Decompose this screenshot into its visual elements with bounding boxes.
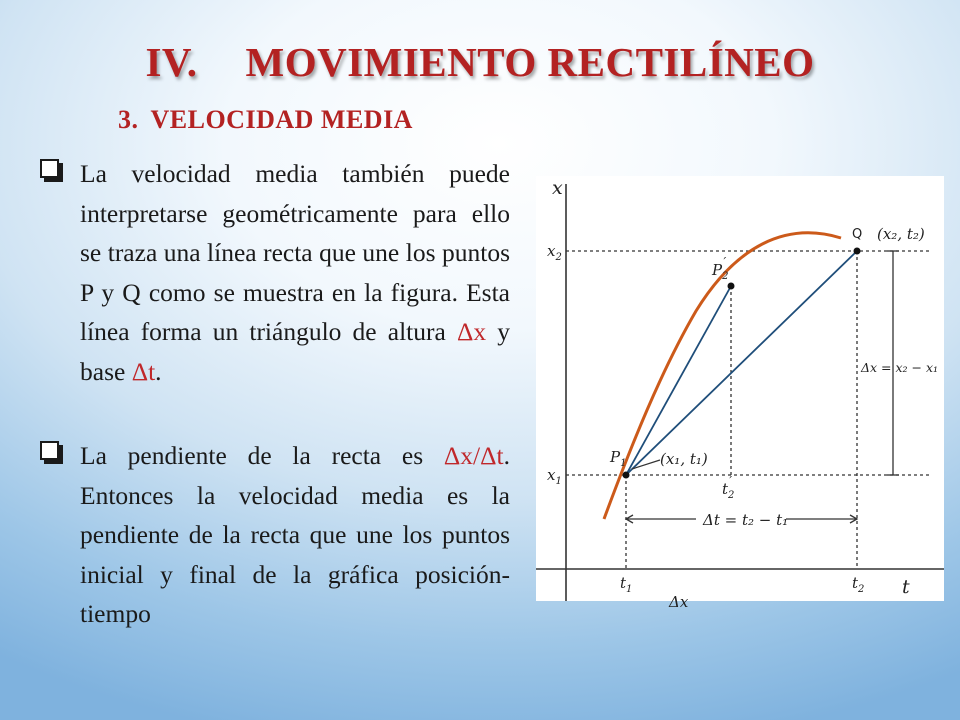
tick-label-t1: $t_1$	[620, 574, 633, 595]
tick-label-x2: $x_2$	[547, 242, 562, 263]
tick-label-x1: $x_1$	[547, 466, 562, 487]
position-time-figure	[536, 176, 944, 611]
bullet-1-mid: y base	[80, 317, 510, 386]
section-title: MOVIMIENTO RECTILÍNEO	[245, 39, 815, 85]
checkbox-bullet-icon	[40, 441, 62, 463]
bullet-1-body: La velocidad media también puede interpretarse geométricamente para ello se traza una línea recta que une los puntos P y Q como se muestra en la figura. Esta línea forma un triángulo de altura	[80, 159, 510, 346]
tick-label-t2: $t_2$	[852, 574, 865, 595]
slide-title	[0, 38, 960, 86]
delta-x-equation: Δx = x₂ − x₁	[861, 360, 939, 375]
delta-t-equation: Δt = t₂ − t₁	[703, 511, 789, 529]
point-q	[854, 248, 861, 255]
position-time-graph	[536, 176, 944, 611]
subsection-number: 3.	[118, 105, 139, 134]
cutoff-delta-x-label: Δx	[669, 593, 689, 611]
label-p1: $P_1$	[610, 448, 627, 469]
label-q: Q	[852, 227, 863, 242]
y-axis-label: x	[552, 177, 563, 199]
highlight-delta-t: Δt	[131, 356, 156, 386]
bullet-paragraph-2	[40, 436, 510, 634]
bullet-1-end: .	[155, 356, 162, 386]
section-number: IV.	[145, 39, 198, 85]
x-axis-label: t	[902, 576, 910, 598]
secant-lines	[626, 251, 857, 475]
bullet-text-2	[80, 436, 510, 634]
label-q-coordinates: (x₂, t₂)	[877, 225, 925, 243]
subsection-title: VELOCIDAD MEDIA	[150, 105, 413, 134]
bullet-2-end: . Entonces la velocidad media es la pendiente de la recta que une los puntos inicial y final de la gráfica posición-tiempo	[80, 441, 510, 628]
highlight-slope: Δx/Δt	[443, 441, 504, 470]
point-p2-prime	[728, 283, 735, 290]
label-p2-prime: $P_2'$	[712, 255, 729, 282]
bullet-text-1	[80, 154, 510, 391]
point-p1	[623, 472, 630, 479]
slide-subtitle	[118, 105, 413, 135]
bullet-paragraph-1	[40, 154, 510, 391]
tick-label-t2-prime: $t_2'$	[722, 474, 735, 501]
label-p1-coordinates: (x₁, t₁)	[660, 450, 708, 468]
bullet-2-body: La pendiente de la recta es	[80, 441, 444, 470]
highlight-delta-x: Δx	[456, 317, 487, 346]
checkbox-bullet-icon	[40, 159, 62, 181]
